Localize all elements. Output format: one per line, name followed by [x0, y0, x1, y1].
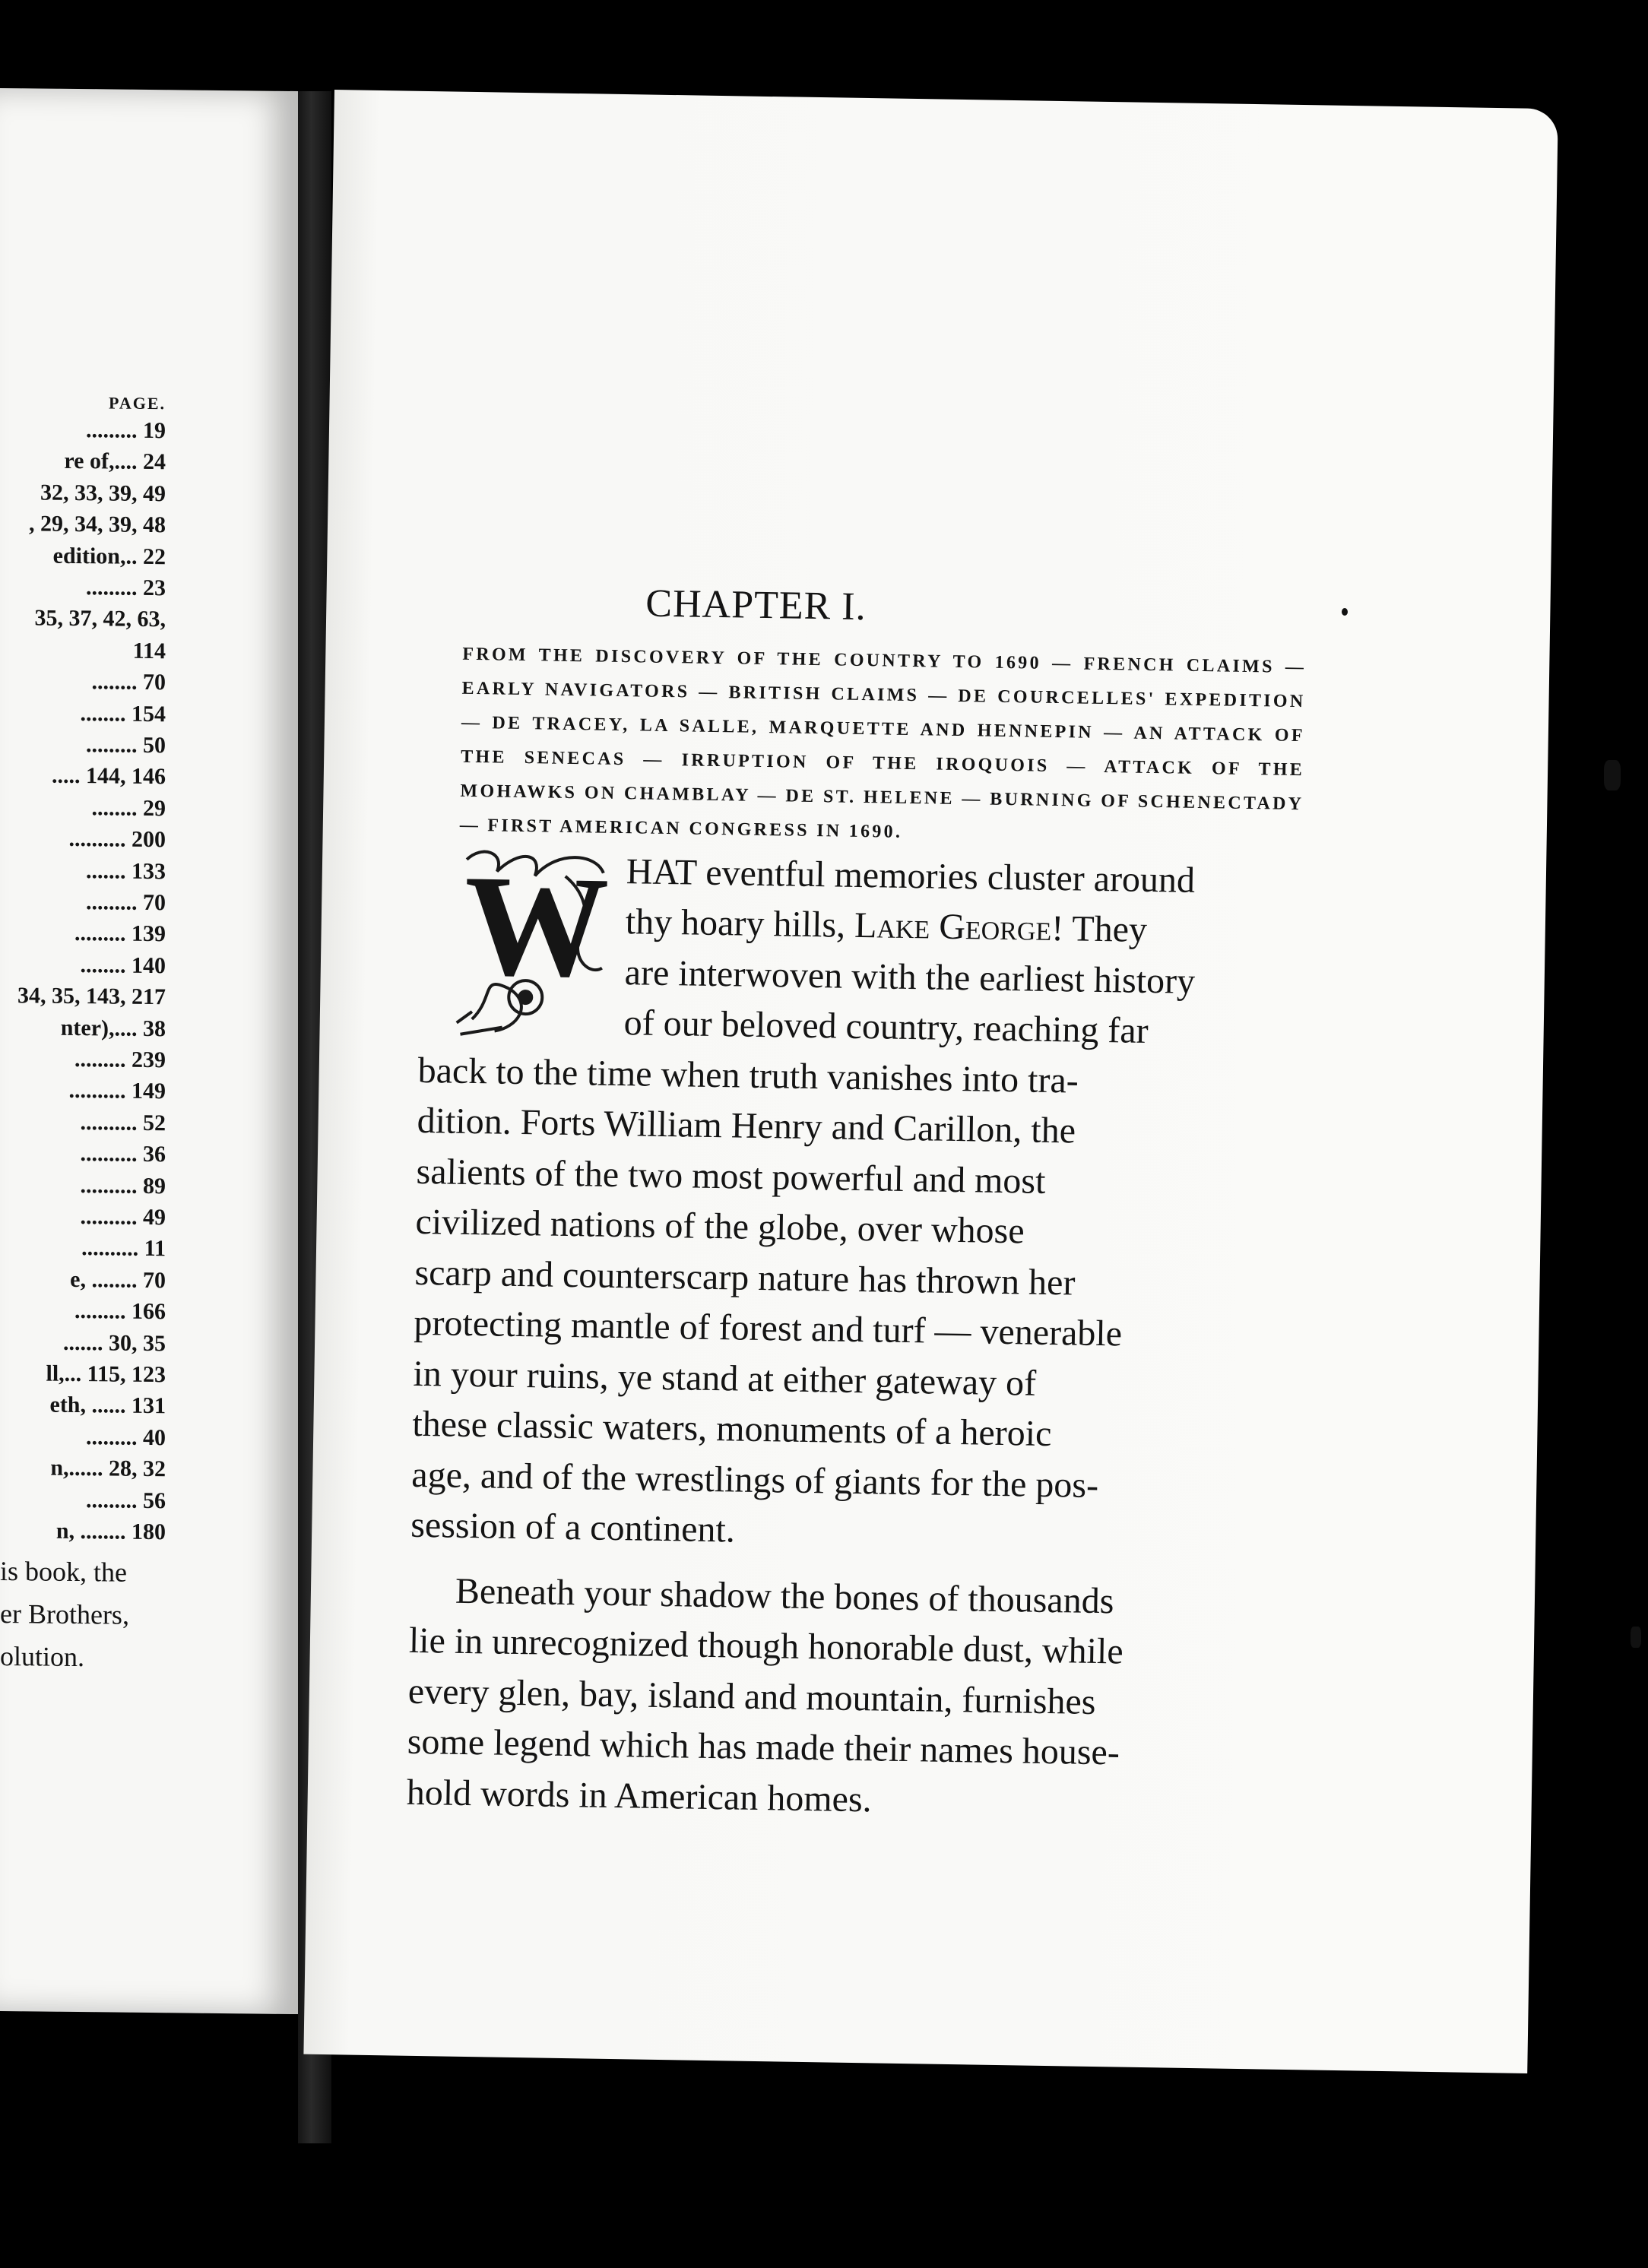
index-row: ......... 139 — [74, 920, 166, 947]
index-row: re of,.... 24 — [64, 448, 166, 475]
index-row: .......... 89 — [80, 1172, 166, 1199]
text-line-part: They — [1063, 908, 1148, 950]
lake-george-name: Lake George! — [854, 904, 1064, 949]
index-row: 32, 33, 39, 49 — [40, 480, 166, 507]
index-row: ........ 70 — [91, 669, 166, 695]
text-line: some legend which has made their names house- — [407, 1721, 1120, 1773]
index-row: e, ........ 70 — [70, 1266, 166, 1294]
text-line: lie in unrecognized though honorable dust, while — [408, 1620, 1124, 1672]
right-page — [303, 90, 1558, 2073]
ornamental-dropcap — [448, 844, 626, 1045]
index-row: ........ 29 — [91, 795, 166, 822]
index-tail-line: is book, the — [0, 1556, 127, 1589]
index-row: ll,... 115, 123 — [46, 1360, 166, 1388]
ink-speck — [1342, 608, 1348, 616]
index-row: n, ........ 180 — [55, 1518, 166, 1545]
index-row: 114 — [132, 638, 166, 664]
index-row: ......... 166 — [74, 1298, 166, 1325]
index-row: ......... 23 — [86, 575, 166, 601]
text-line: session of a continent. — [410, 1504, 736, 1551]
chapter-summary: FROM THE DISCOVERY OF THE COUNTRY TO 1690 — FRENCH CLAIMS — EARLY NAVIGATORS — BRITISH CLAIMS — DE COURCELLES' EXPEDITION — DE TRACEY, LA SALLE, MARQUETTE AND HENNEPIN — AN ATTACK OF THE SENECAS — IRRUPTION OF THE IROQUOIS — ATTACK OF THE MOHAWKS ON CHAMBLAY — DE ST. HELENE — BURNING OF SCHENECTADY — FIRST AMERICAN CONGRESS IN 1690. — [459, 644, 1307, 842]
text-line: scarp and counterscarp nature has thrown her — [414, 1252, 1076, 1303]
text-line: in your ruins, ye stand at either gateway of — [413, 1353, 1037, 1404]
text-line: dition. Forts William Henry and Carillon, the — [417, 1100, 1076, 1151]
index-row: nter),.... 38 — [60, 1015, 166, 1041]
index-row: ......... 40 — [86, 1424, 166, 1451]
text-line: are interwoven with the earliest history — [624, 952, 1196, 1002]
index-row: .......... 11 — [81, 1235, 166, 1262]
text-line-part: thy hoary hills, — [625, 901, 855, 946]
index-row: ......... 19 — [86, 417, 166, 444]
index-row: , 29, 34, 39, 48 — [29, 511, 166, 538]
index-column — [0, 88, 166, 1673]
text-line: protecting mantle of forest and turf — venerable — [414, 1302, 1123, 1354]
index-row: .......... 149 — [68, 1078, 166, 1104]
index-tail-line: er Brothers, — [0, 1598, 129, 1631]
text-line: civilized nations of the globe, over whose — [415, 1201, 1025, 1252]
chapter-title: CHAPTER I. — [645, 581, 867, 629]
text-line: back to the time when truth vanishes into tra- — [417, 1050, 1079, 1101]
index-row: 35, 37, 42, 63, — [34, 605, 166, 632]
index-row: .......... 52 — [80, 1109, 166, 1136]
text-line: salients of the two most powerful and most — [416, 1151, 1046, 1202]
text-line — [625, 897, 1147, 955]
index-row: ......... 50 — [86, 732, 166, 759]
index-row: ..... 144, 146 — [52, 763, 166, 790]
floral-ornament-icon — [448, 844, 626, 1045]
index-row: .......... 200 — [68, 826, 166, 853]
index-row: edition,.. 22 — [52, 543, 166, 569]
index-row: ....... 133 — [86, 857, 166, 884]
left-page — [0, 88, 298, 2014]
text-line: Beneath your shadow the bones of thousands — [455, 1570, 1114, 1622]
index-heading: PAGE. — [109, 393, 166, 413]
index-row: ......... 239 — [74, 1046, 166, 1073]
text-line: of our beloved country, reaching far — [623, 1003, 1149, 1051]
text-line: age, and of the wrestlings of giants for the pos- — [410, 1454, 1099, 1506]
index-row: ........ 154 — [80, 700, 166, 727]
index-row: .......... 49 — [80, 1204, 166, 1231]
index-row: ....... 30, 35 — [63, 1329, 166, 1356]
index-tail-line: olution. — [0, 1641, 85, 1673]
text-line: these classic waters, monuments of a heroic — [412, 1403, 1052, 1455]
index-row: ........ 140 — [80, 952, 166, 979]
index-row: ......... 56 — [86, 1487, 166, 1513]
ink-blot — [1604, 760, 1621, 790]
text-line: hold words in American homes. — [406, 1772, 873, 1820]
text-line: every glen, bay, island and mountain, furnishes — [407, 1671, 1096, 1722]
index-row: eth, ...... 131 — [49, 1392, 166, 1419]
index-row: n,...... 28, 32 — [50, 1455, 166, 1482]
text-line: HAT eventful memories cluster around — [626, 851, 1196, 901]
index-row: 34, 35, 143, 217 — [17, 983, 166, 1010]
index-row: ......... 70 — [86, 889, 166, 916]
index-row: .......... 36 — [80, 1141, 166, 1167]
dropcap-letter: W — [463, 845, 610, 1008]
ink-blot — [1631, 1627, 1641, 1648]
